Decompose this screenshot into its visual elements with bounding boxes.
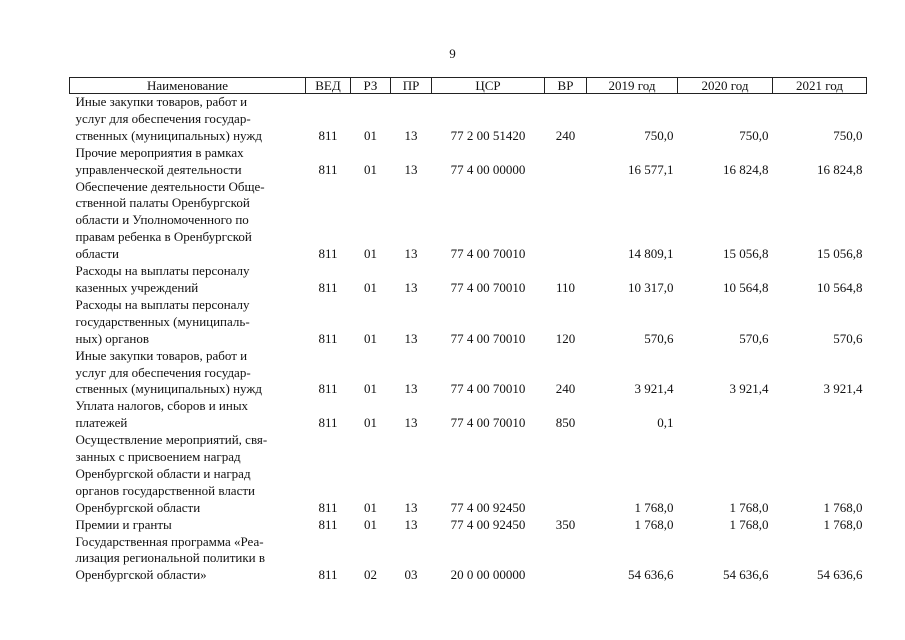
item-name-line: Государственная программа «Реа-: [75, 533, 264, 549]
item-name-line: Прочие мероприятия в рамках: [75, 144, 244, 160]
ved-cell: 811: [318, 516, 338, 532]
item-name-line: ственных (муниципальных) нужд: [75, 381, 262, 397]
amount-2020-cell: 570,6: [739, 330, 769, 346]
item-name-line: Осуществление мероприятий, свя-: [75, 432, 268, 448]
ved-cell: 811: [318, 127, 338, 143]
table-row: [70, 517, 867, 534]
item-name-line: области и Уполномоченного по: [75, 212, 249, 228]
page-number: 9: [449, 46, 456, 61]
pr-cell: 03: [404, 567, 418, 583]
amount-2020-cell: 10 564,8: [723, 279, 769, 295]
amount-2020-cell: 16 824,8: [723, 161, 769, 177]
item-name-line: Расходы на выплаты персоналу: [75, 263, 250, 279]
pr-cell: 13: [404, 499, 418, 515]
header-rz: РЗ: [351, 78, 391, 94]
budget-table: [69, 77, 867, 584]
rz-cell: 01: [364, 499, 377, 515]
amount-2019-cell: 1 768,0: [634, 516, 674, 532]
amount-2019-cell: 3 921,4: [634, 381, 674, 397]
amount-2019-cell: 16 577,1: [628, 161, 674, 177]
amount-2021-cell: [773, 398, 867, 432]
rz-cell: 01: [364, 516, 377, 532]
item-name-cell: [70, 517, 306, 534]
pr-cell: 13: [404, 381, 418, 397]
csr-cell: 20 0 00 00000: [450, 567, 526, 583]
item-name-line: Расходы на выплаты персоналу: [75, 296, 250, 312]
item-name-line: казенных учреждений: [75, 279, 199, 295]
vr-cell: [545, 179, 587, 264]
item-name-cell: [70, 179, 306, 264]
csr-cell: 77 4 00 92450: [450, 516, 526, 532]
rz-cell: 01: [364, 381, 377, 397]
amount-2021-cell: 570,6: [833, 330, 863, 346]
amount-2019-cell: 750,0: [644, 127, 674, 143]
ved-cell: 811: [318, 246, 338, 262]
amount-2019-cell: 570,6: [644, 330, 674, 346]
item-name-line: Иные закупки товаров, работ и: [75, 347, 248, 363]
table-row: [70, 348, 867, 399]
item-name-cell: [70, 145, 306, 179]
ved-cell: 811: [318, 381, 338, 397]
item-name-cell: [70, 398, 306, 432]
table-row: [70, 398, 867, 432]
item-name-line: государственных (муниципаль-: [75, 313, 250, 329]
amount-2019-cell: 14 809,1: [628, 246, 674, 262]
header-2021: 2021 год: [773, 78, 867, 94]
item-name-line: услуг для обеспечения государ-: [75, 110, 251, 126]
header-vr: ВР: [545, 78, 587, 94]
ved-cell: 811: [318, 415, 338, 431]
amount-2019-cell: 1 768,0: [634, 499, 674, 515]
amount-2021-cell: 1 768,0: [823, 499, 863, 515]
vr-cell: 850: [555, 415, 576, 431]
vr-cell: 240: [555, 381, 576, 397]
item-name-line: ственных (муниципальных) нужд: [75, 127, 262, 143]
ved-cell: 811: [318, 279, 338, 295]
header-2019: 2019 год: [587, 78, 678, 94]
rz-cell: 01: [364, 246, 377, 262]
item-name-line: управленческой деятельности: [75, 161, 242, 177]
header-2020: 2020 год: [678, 78, 773, 94]
amount-2021-cell: 16 824,8: [817, 161, 863, 177]
csr-cell: 77 4 00 92450: [450, 499, 526, 515]
table-header-row: [70, 78, 867, 94]
item-name-line: Премии и гранты: [75, 516, 172, 532]
vr-cell: 120: [555, 330, 576, 346]
item-name-line: платежей: [75, 415, 128, 431]
item-name-cell: [70, 348, 306, 399]
table-row: [70, 263, 867, 297]
rz-cell: 01: [364, 330, 377, 346]
ved-cell: 811: [318, 161, 338, 177]
amount-2021-cell: 15 056,8: [817, 246, 863, 262]
item-name-line: ственной палаты Оренбургской: [75, 195, 250, 211]
amount-2021-cell: 750,0: [833, 127, 863, 143]
item-name-cell: [70, 534, 306, 585]
rz-cell: 01: [364, 415, 377, 431]
amount-2019-cell: 54 636,6: [628, 567, 674, 583]
item-name-line: ных) органов: [75, 330, 149, 346]
csr-cell: 77 4 00 70010: [450, 246, 526, 262]
csr-cell: 77 4 00 70010: [450, 330, 526, 346]
table-row: [70, 534, 867, 585]
item-name-line: Оренбургской области: [75, 499, 201, 515]
amount-2020-cell: 15 056,8: [723, 246, 769, 262]
header-ved: ВЕД: [306, 78, 351, 94]
header-pr: ПР: [391, 78, 432, 94]
amount-2020-cell: 3 921,4: [729, 381, 769, 397]
pr-cell: 13: [404, 516, 418, 532]
ved-cell: 811: [318, 567, 338, 583]
amount-2020-cell: 54 636,6: [723, 567, 769, 583]
amount-2020-cell: 1 768,0: [729, 499, 769, 515]
pr-cell: 13: [404, 161, 418, 177]
amount-2020-cell: [678, 398, 773, 432]
pr-cell: 13: [404, 330, 418, 346]
rz-cell: 01: [364, 127, 377, 143]
vr-cell: [545, 432, 587, 517]
table-row: [70, 297, 867, 348]
amount-2019-cell: 0,1: [657, 415, 674, 431]
table-body: [70, 94, 867, 585]
item-name-line: Уплата налогов, сборов и иных: [75, 398, 249, 414]
item-name-line: органов государственной власти: [75, 482, 255, 498]
vr-cell: 240: [555, 127, 576, 143]
amount-2021-cell: 10 564,8: [817, 279, 863, 295]
csr-cell: 77 4 00 00000: [450, 161, 526, 177]
item-name-cell: [70, 263, 306, 297]
item-name-cell: [70, 94, 306, 145]
item-name-line: лизация региональной политики в: [75, 550, 266, 566]
item-name-line: Обеспечение деятельности Обще-: [75, 178, 265, 194]
vr-cell: 350: [555, 516, 576, 532]
table-row: [70, 145, 867, 179]
pr-cell: 13: [404, 127, 418, 143]
vr-cell: 110: [555, 279, 576, 295]
rz-cell: 01: [364, 161, 377, 177]
rz-cell: 02: [364, 567, 377, 583]
item-name-line: Оренбургской области»: [75, 567, 207, 583]
vr-cell: [545, 534, 587, 585]
item-name-cell: [70, 297, 306, 348]
table-row: [70, 432, 867, 517]
item-name-line: услуг для обеспечения государ-: [75, 364, 251, 380]
item-name-line: Иные закупки товаров, работ и: [75, 94, 248, 109]
vr-cell: [545, 145, 587, 179]
item-name-line: правам ребенка в Оренбургской: [75, 229, 252, 245]
table-row: [70, 179, 867, 264]
ved-cell: 811: [318, 499, 338, 515]
ved-cell: 811: [318, 330, 338, 346]
rz-cell: 01: [364, 279, 377, 295]
item-name-line: Оренбургской области и наград: [75, 465, 251, 481]
amount-2021-cell: 3 921,4: [823, 381, 863, 397]
item-name-line: области: [75, 246, 119, 262]
amount-2020-cell: 1 768,0: [729, 516, 769, 532]
csr-cell: 77 4 00 70010: [450, 279, 526, 295]
csr-cell: 77 4 00 70010: [450, 381, 526, 397]
item-name-line: занных с присвоением наград: [75, 449, 241, 465]
amount-2021-cell: 1 768,0: [823, 516, 863, 532]
amount-2020-cell: 750,0: [739, 127, 769, 143]
item-name-cell: [70, 432, 306, 517]
amount-2019-cell: 10 317,0: [628, 279, 674, 295]
header-csr: ЦСР: [432, 78, 545, 94]
table-row: [70, 94, 867, 145]
pr-cell: 13: [404, 279, 418, 295]
pr-cell: 13: [404, 246, 418, 262]
csr-cell: 77 2 00 51420: [450, 127, 526, 143]
header-name: Наименование: [70, 78, 306, 94]
csr-cell: 77 4 00 70010: [450, 415, 526, 431]
amount-2021-cell: 54 636,6: [817, 567, 863, 583]
pr-cell: 13: [404, 415, 418, 431]
